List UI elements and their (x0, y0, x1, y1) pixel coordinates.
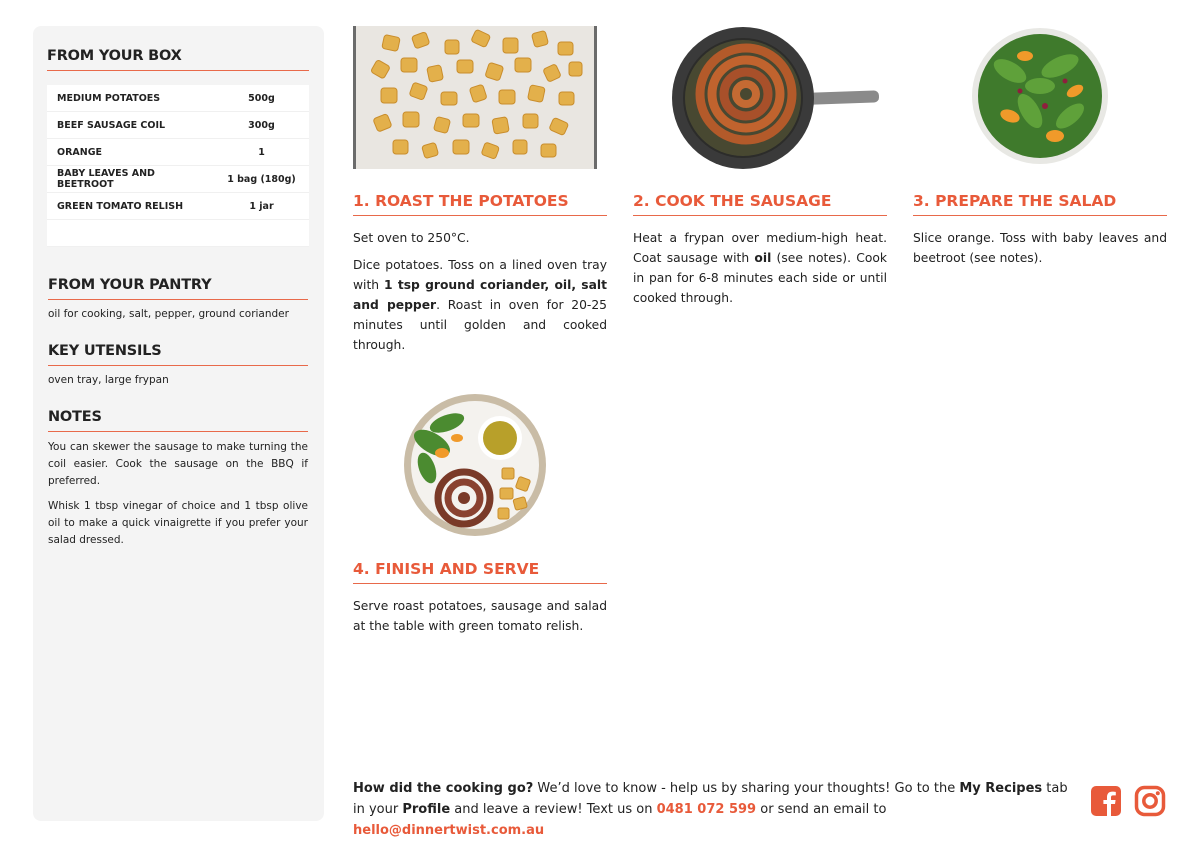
step-2-paragraph (633, 228, 887, 308)
step-2-title: 2. COOK THE SAUSAGE (633, 192, 887, 216)
step-1-paragraph: Set oven to 250°C. (353, 231, 470, 245)
text-span: Heat a frypan over medium-high heat. Coat sausage with (633, 231, 887, 265)
text-span: We’d love to know - help us by sharing your thoughts! Go to the (533, 781, 960, 796)
step-3-paragraph: Slice orange. Toss with baby leaves and beetroot (see notes). (913, 231, 1167, 265)
roasted-potatoes-image (353, 26, 597, 169)
text-span: . Roast in oven for 20-25 minutes until golden and cooked through. (353, 298, 607, 352)
ingredient-qty: 500g (214, 85, 309, 112)
step-4-title: 4. FINISH AND SERVE (353, 560, 607, 584)
pantry-title: FROM YOUR PANTRY (48, 277, 308, 300)
step-4-body (353, 596, 607, 643)
step-3-title: 3. PREPARE THE SALAD (913, 192, 1167, 216)
utensils-text: oven tray, large frypan (48, 374, 169, 386)
step-2-body (633, 228, 887, 315)
feedback-lead: How did the cooking go? (353, 781, 534, 796)
plated-dish-image (402, 393, 548, 537)
email-link[interactable]: hello@dinnertwist.com.au (353, 823, 545, 838)
my-recipes-link[interactable]: My Recipes (959, 781, 1043, 796)
note-paragraph: You can skewer the sausage to make turning the coil easier. Cook the sausage on the BBQ if preferred. (48, 441, 308, 487)
step-3-body (913, 228, 1167, 275)
ingredient-name: GREEN TOMATO RELISH (47, 193, 214, 220)
text-span: (see notes). Cook in pan for 6-8 minutes each side or until cooked through. (633, 251, 887, 305)
text-span: tab in your (353, 781, 1068, 817)
profile-link[interactable]: Profile (402, 802, 451, 817)
ingredient-name: ORANGE (47, 139, 214, 166)
ingredient-name: BABY LEAVES AND BEETROOT (47, 166, 214, 193)
notes-text (48, 439, 308, 557)
utensils-title: KEY UTENSILS (48, 343, 308, 366)
bold-span: oil (754, 251, 772, 265)
ingredient-qty: 1 jar (214, 193, 309, 220)
facebook-icon[interactable] (1090, 785, 1122, 817)
table-row (47, 193, 309, 220)
text-span: or send an email to (756, 802, 887, 817)
text-span: and leave a review! Text us on (450, 802, 657, 817)
instagram-icon[interactable] (1134, 785, 1166, 817)
table-row (47, 166, 309, 193)
table-row (47, 112, 309, 139)
box-ingredients-table (47, 85, 309, 247)
table-row (47, 139, 309, 166)
ingredient-qty: 1 bag (180g) (214, 166, 309, 193)
salad-bowl-image (970, 26, 1110, 166)
notes-title: NOTES (48, 409, 308, 432)
step-1-body (353, 228, 607, 362)
step-1-paragraph (353, 255, 607, 355)
ingredient-qty: 300g (214, 112, 309, 139)
table-row-empty (47, 220, 309, 247)
text-span: Dice potatoes. Toss on a lined oven tray with (353, 258, 607, 292)
ingredients-sidebar (33, 26, 324, 821)
step-1-title: 1. ROAST THE POTATOES (353, 192, 607, 216)
feedback-footer (353, 778, 1073, 841)
note-paragraph: Whisk 1 tbsp vinegar of choice and 1 tbsp olive oil to make a quick vinaigrette if you prefer your salad dressed. (48, 500, 308, 546)
from-your-box-title: FROM YOUR BOX (47, 48, 309, 71)
sausage-pan-image (633, 26, 887, 169)
step-4-paragraph: Serve roast potatoes, sausage and salad at the table with green tomato relish. (353, 599, 607, 633)
ingredient-qty: 1 (214, 139, 309, 166)
phone-link[interactable]: 0481 072 599 (656, 802, 757, 817)
table-row (47, 85, 309, 112)
ingredient-name: MEDIUM POTATOES (47, 85, 214, 112)
ingredient-name: BEEF SAUSAGE COIL (47, 112, 214, 139)
bold-span: 1 tsp ground coriander, oil, salt and pepper (353, 278, 607, 312)
pantry-text: oil for cooking, salt, pepper, ground coriander (48, 308, 289, 320)
